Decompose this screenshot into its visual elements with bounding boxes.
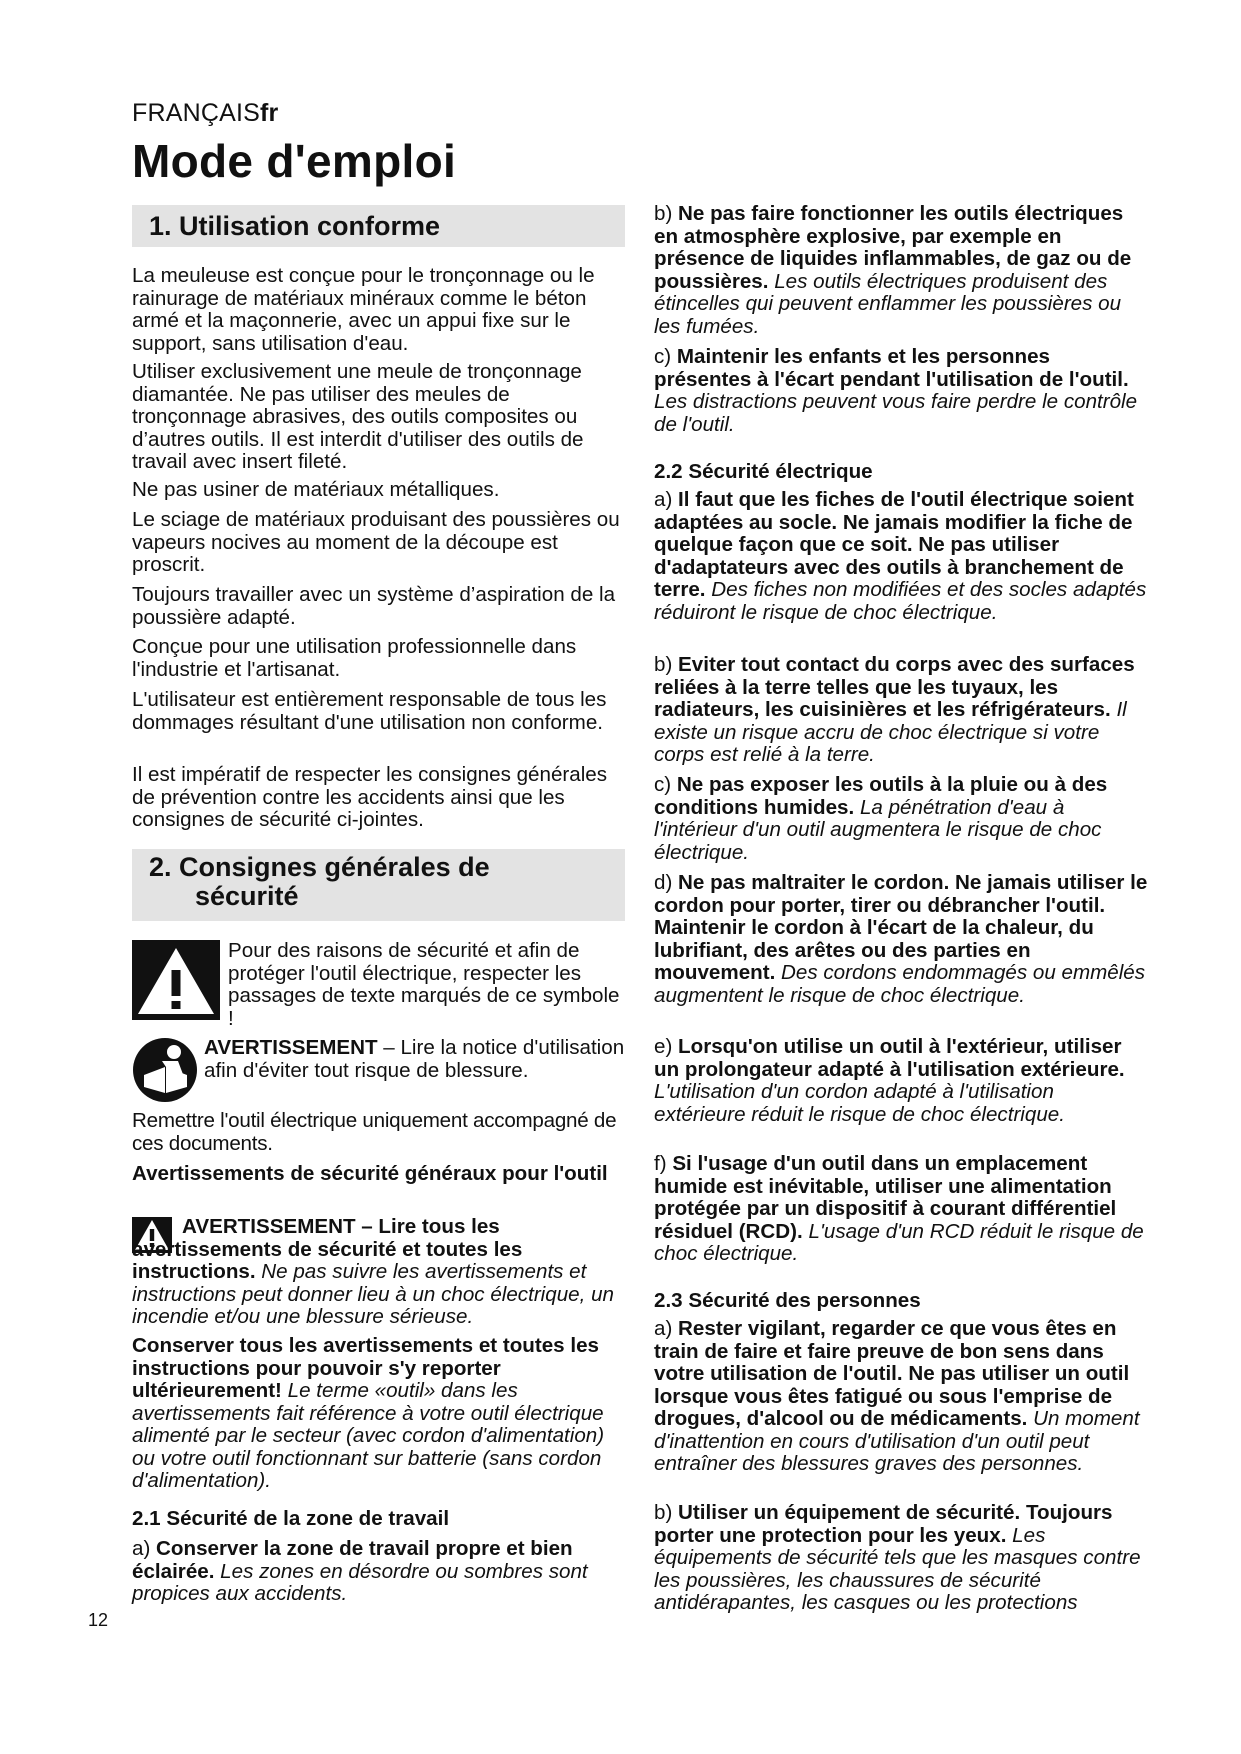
s21-c-label: c) bbox=[654, 345, 677, 368]
s21-a-label: a) bbox=[132, 1537, 157, 1560]
s22-c-italic: La pénétration d'eau à l'intérieur d'un outil augmentera le risque de choc électrique. bbox=[654, 795, 1102, 864]
s21-c-bold: Maintenir les enfants et les personnes présentes à l'écart pendant l'utilisation de l'outil. bbox=[654, 345, 1129, 391]
section2-heading bbox=[132, 849, 625, 921]
s22-d-italic: Des cordons endommagés ou emmêlés augmentent le risque de choc électrique. bbox=[654, 961, 1146, 1007]
warning-triangle-icon bbox=[132, 940, 220, 1020]
s22-item-b bbox=[654, 654, 1150, 767]
s22-f-bold: Si l'usage d'un outil dans un emplacement humide est inévitable, utiliser une alimentation protégée par un dispositif à courant différentiel résiduel (RCD). bbox=[654, 1152, 1117, 1243]
section1-paragraph-6: Conçue pour une utilisation professionnelle dans l'industrie et l'artisanat. bbox=[132, 635, 577, 681]
s23-item-a bbox=[654, 1318, 1150, 1476]
warning-symbol-text: Pour des raisons de sécurité et afin de protéger l'outil électrique, respecter les passages de texte marqués de ce symbole ! bbox=[228, 939, 620, 1030]
language-label bbox=[132, 99, 278, 128]
manual-warning-rest: – Lire la notice d'utilisation afin d'éviter tout risque de blessure. bbox=[204, 1036, 625, 1082]
s23-b-italic: Les équipements de sécurité tels que les masques contre les poussières, les chaussures de sécurité antidérapantes, les casques ou les protections bbox=[654, 1523, 1141, 1614]
section2-heading-line1: 2. Consignes générales de bbox=[149, 852, 490, 882]
s21-b-bold: Ne pas faire fonctionner les outils électriques en atmosphère explosive, par exemple en présence de liquides inflammables, de gaz ou de poussières. bbox=[654, 202, 1132, 293]
accompany-documents-text: Remettre l'outil électrique uniquement accompagné de ces documents. bbox=[132, 1109, 617, 1155]
section1-paragraph-2: Utiliser exclusivement une meule de tronçonnage diamantée. Ne pas utiliser des meules de tronçonnage abrasives, des outils composites ou d’autres outils. Il est interdit d'utiliser des outils de travail avec insert fileté. bbox=[132, 360, 584, 473]
s22-e-label: e) bbox=[654, 1035, 679, 1058]
s22-e-italic: L'utilisation d'un cordon adapté à l'utilisation extérieure réduit le risque de choc électrique. bbox=[654, 1080, 1065, 1126]
section-2-2-heading: 2.2 Sécurité électrique bbox=[654, 460, 873, 483]
s22-f-label: f) bbox=[654, 1152, 673, 1175]
general-warnings-heading: Avertissements de sécurité généraux pour l'outil bbox=[132, 1162, 608, 1185]
section1-paragraph-3: Ne pas usiner de matériaux métalliques. bbox=[132, 478, 500, 501]
s21-c-italic: Les distractions peuvent vous faire perdre le contrôle de l'outil. bbox=[654, 390, 1138, 436]
section-2-1-heading: 2.1 Sécurité de la zone de travail bbox=[132, 1507, 450, 1530]
s23-b-label: b) bbox=[654, 1501, 679, 1524]
s23-b-bold: Utiliser un équipement de sécurité. Toujours porter une protection pour les yeux. bbox=[654, 1501, 1113, 1547]
s22-b-bold: Eviter tout contact du corps avec des surfaces reliées à la terre telles que les tuyaux, les radiateurs, les cuisinières et les réfrigérateurs. bbox=[654, 653, 1135, 721]
s22-d-label: d) bbox=[654, 871, 679, 894]
s22-e-bold: Lorsqu'on utilise un outil à l'extérieur, utiliser un prolongateur adapté à l'utilisation extérieure. bbox=[654, 1035, 1125, 1081]
s22-d-bold: Ne pas maltraiter le cordon. Ne jamais utiliser le cordon pour porter, tirer ou débrancher l'outil. Maintenir le cordon à l'écart de la chaleur, du lubrifiant, des arêtes ou des parties en mouvement. bbox=[654, 871, 1148, 984]
s22-item-a bbox=[654, 489, 1150, 624]
s22-item-f bbox=[654, 1153, 1150, 1266]
section1-paragraph-8: Il est impératif de respecter les consignes générales de prévention contre les accidents ainsi que les consignes de sécurité ci-jointes. bbox=[132, 763, 608, 831]
s22-b-label: b) bbox=[654, 653, 679, 676]
s22-item-e bbox=[654, 1036, 1150, 1126]
s22-a-label: a) bbox=[654, 488, 679, 511]
section-2-3-heading: 2.3 Sécurité des personnes bbox=[654, 1289, 921, 1312]
page-title: Mode d'emploi bbox=[132, 135, 457, 187]
section1-paragraph-7: L'utilisateur est entièrement responsable de tous les dommages résultant d'une utilisation non conforme. bbox=[132, 688, 607, 734]
s21-a-bold: Conserver la zone de travail propre et bien éclairée. bbox=[132, 1537, 573, 1583]
language-code: fr bbox=[260, 99, 279, 127]
page-number: 12 bbox=[88, 1610, 109, 1630]
s22-c-label: c) bbox=[654, 773, 677, 796]
read-all-warnings-bold: AVERTISSEMENT – Lire tous les avertissements de sécurité et toutes les instructions. bbox=[132, 1215, 523, 1283]
section1-heading: 1. Utilisation conforme bbox=[132, 205, 625, 247]
manual-warning-bold: AVERTISSEMENT bbox=[204, 1036, 378, 1059]
keep-instructions-bold: Conserver tous les avertissements et toutes les instructions pour pouvoir s'y reporter ultérieurement! bbox=[132, 1334, 599, 1402]
s22-c-bold: Ne pas exposer les outils à la pluie ou à des conditions humides. bbox=[654, 773, 1108, 819]
read-manual-icon bbox=[132, 1037, 198, 1103]
s21-a-italic: Les zones en désordre ou sombres sont propices aux accidents. bbox=[132, 1559, 588, 1605]
read-all-warnings-italic: Ne pas suivre les avertissements et instructions peut donner lieu à un choc électrique, un incendie et/ou une blessure sérieuse. bbox=[132, 1260, 614, 1328]
s23-a-label: a) bbox=[654, 1317, 679, 1340]
s21-item-a bbox=[132, 1538, 625, 1606]
s21-item-b bbox=[654, 203, 1150, 338]
read-all-warnings-text bbox=[132, 1216, 625, 1329]
manual-warning-text bbox=[204, 1037, 626, 1082]
s22-item-d bbox=[654, 872, 1150, 1007]
keep-instructions-text bbox=[132, 1335, 625, 1493]
s22-item-c bbox=[654, 774, 1150, 864]
s23-a-italic: Un moment d'inattention en cours d'utilisation d'un outil peut entraîner des blessures graves des personnes. bbox=[654, 1407, 1140, 1475]
s21-b-label: b) bbox=[654, 202, 679, 225]
section1-paragraph-5: Toujours travailler avec un système d’aspiration de la poussière adapté. bbox=[132, 583, 616, 629]
section1-paragraph-4: Le sciage de matériaux produisant des poussières ou vapeurs nocives au moment de la découpe est proscrit. bbox=[132, 508, 620, 576]
s23-item-b bbox=[654, 1502, 1150, 1615]
keep-instructions-italic: Le terme «outil» dans les avertissements fait référence à votre outil électrique alimenté par le secteur (avec cordon d'alimentation) ou votre outil fonctionnant sur batterie (sans cordon d'alimentation). bbox=[132, 1379, 605, 1492]
s22-b-italic: Il existe un risque accru de choc électrique si votre corps est relié à la terre. bbox=[654, 698, 1127, 766]
section1-paragraph-1: La meuleuse est conçue pour le tronçonnage ou le rainurage de matériaux minéraux comme le béton armé et la maçonnerie, avec un appui fixe sur le support, sans utilisation d'eau. bbox=[132, 264, 595, 355]
s22-a-bold: Il faut que les fiches de l'outil électrique soient adaptées au socle. Ne jamais modifier la fiche de quelque façon que ce soit. Ne pas utiliser d'adaptateurs avec des outils à branchement de terre. bbox=[654, 488, 1134, 601]
section2-heading-line2: sécurité bbox=[195, 881, 299, 911]
s22-a-italic: Des fiches non modifiées et des socles adaptés réduiront le risque de choc électrique. bbox=[654, 578, 1147, 624]
s21-b-italic: Les outils électriques produisent des étincelles qui peuvent enflammer les poussières ou les fumées. bbox=[654, 269, 1122, 338]
language-prefix: FRANÇAIS bbox=[132, 99, 261, 127]
s22-f-italic: L'usage d'un RCD réduit le risque de choc électrique. bbox=[654, 1219, 1144, 1265]
s21-item-c bbox=[654, 346, 1150, 436]
s23-a-bold: Rester vigilant, regarder ce que vous êtes en train de faire et faire preuve de bon sens dans votre utilisation de l'outil. Ne pas utiliser un outil lorsque vous êtes fatigué ou sous l'emprise de drogues, d'alcool ou de médicaments. bbox=[654, 1317, 1130, 1430]
